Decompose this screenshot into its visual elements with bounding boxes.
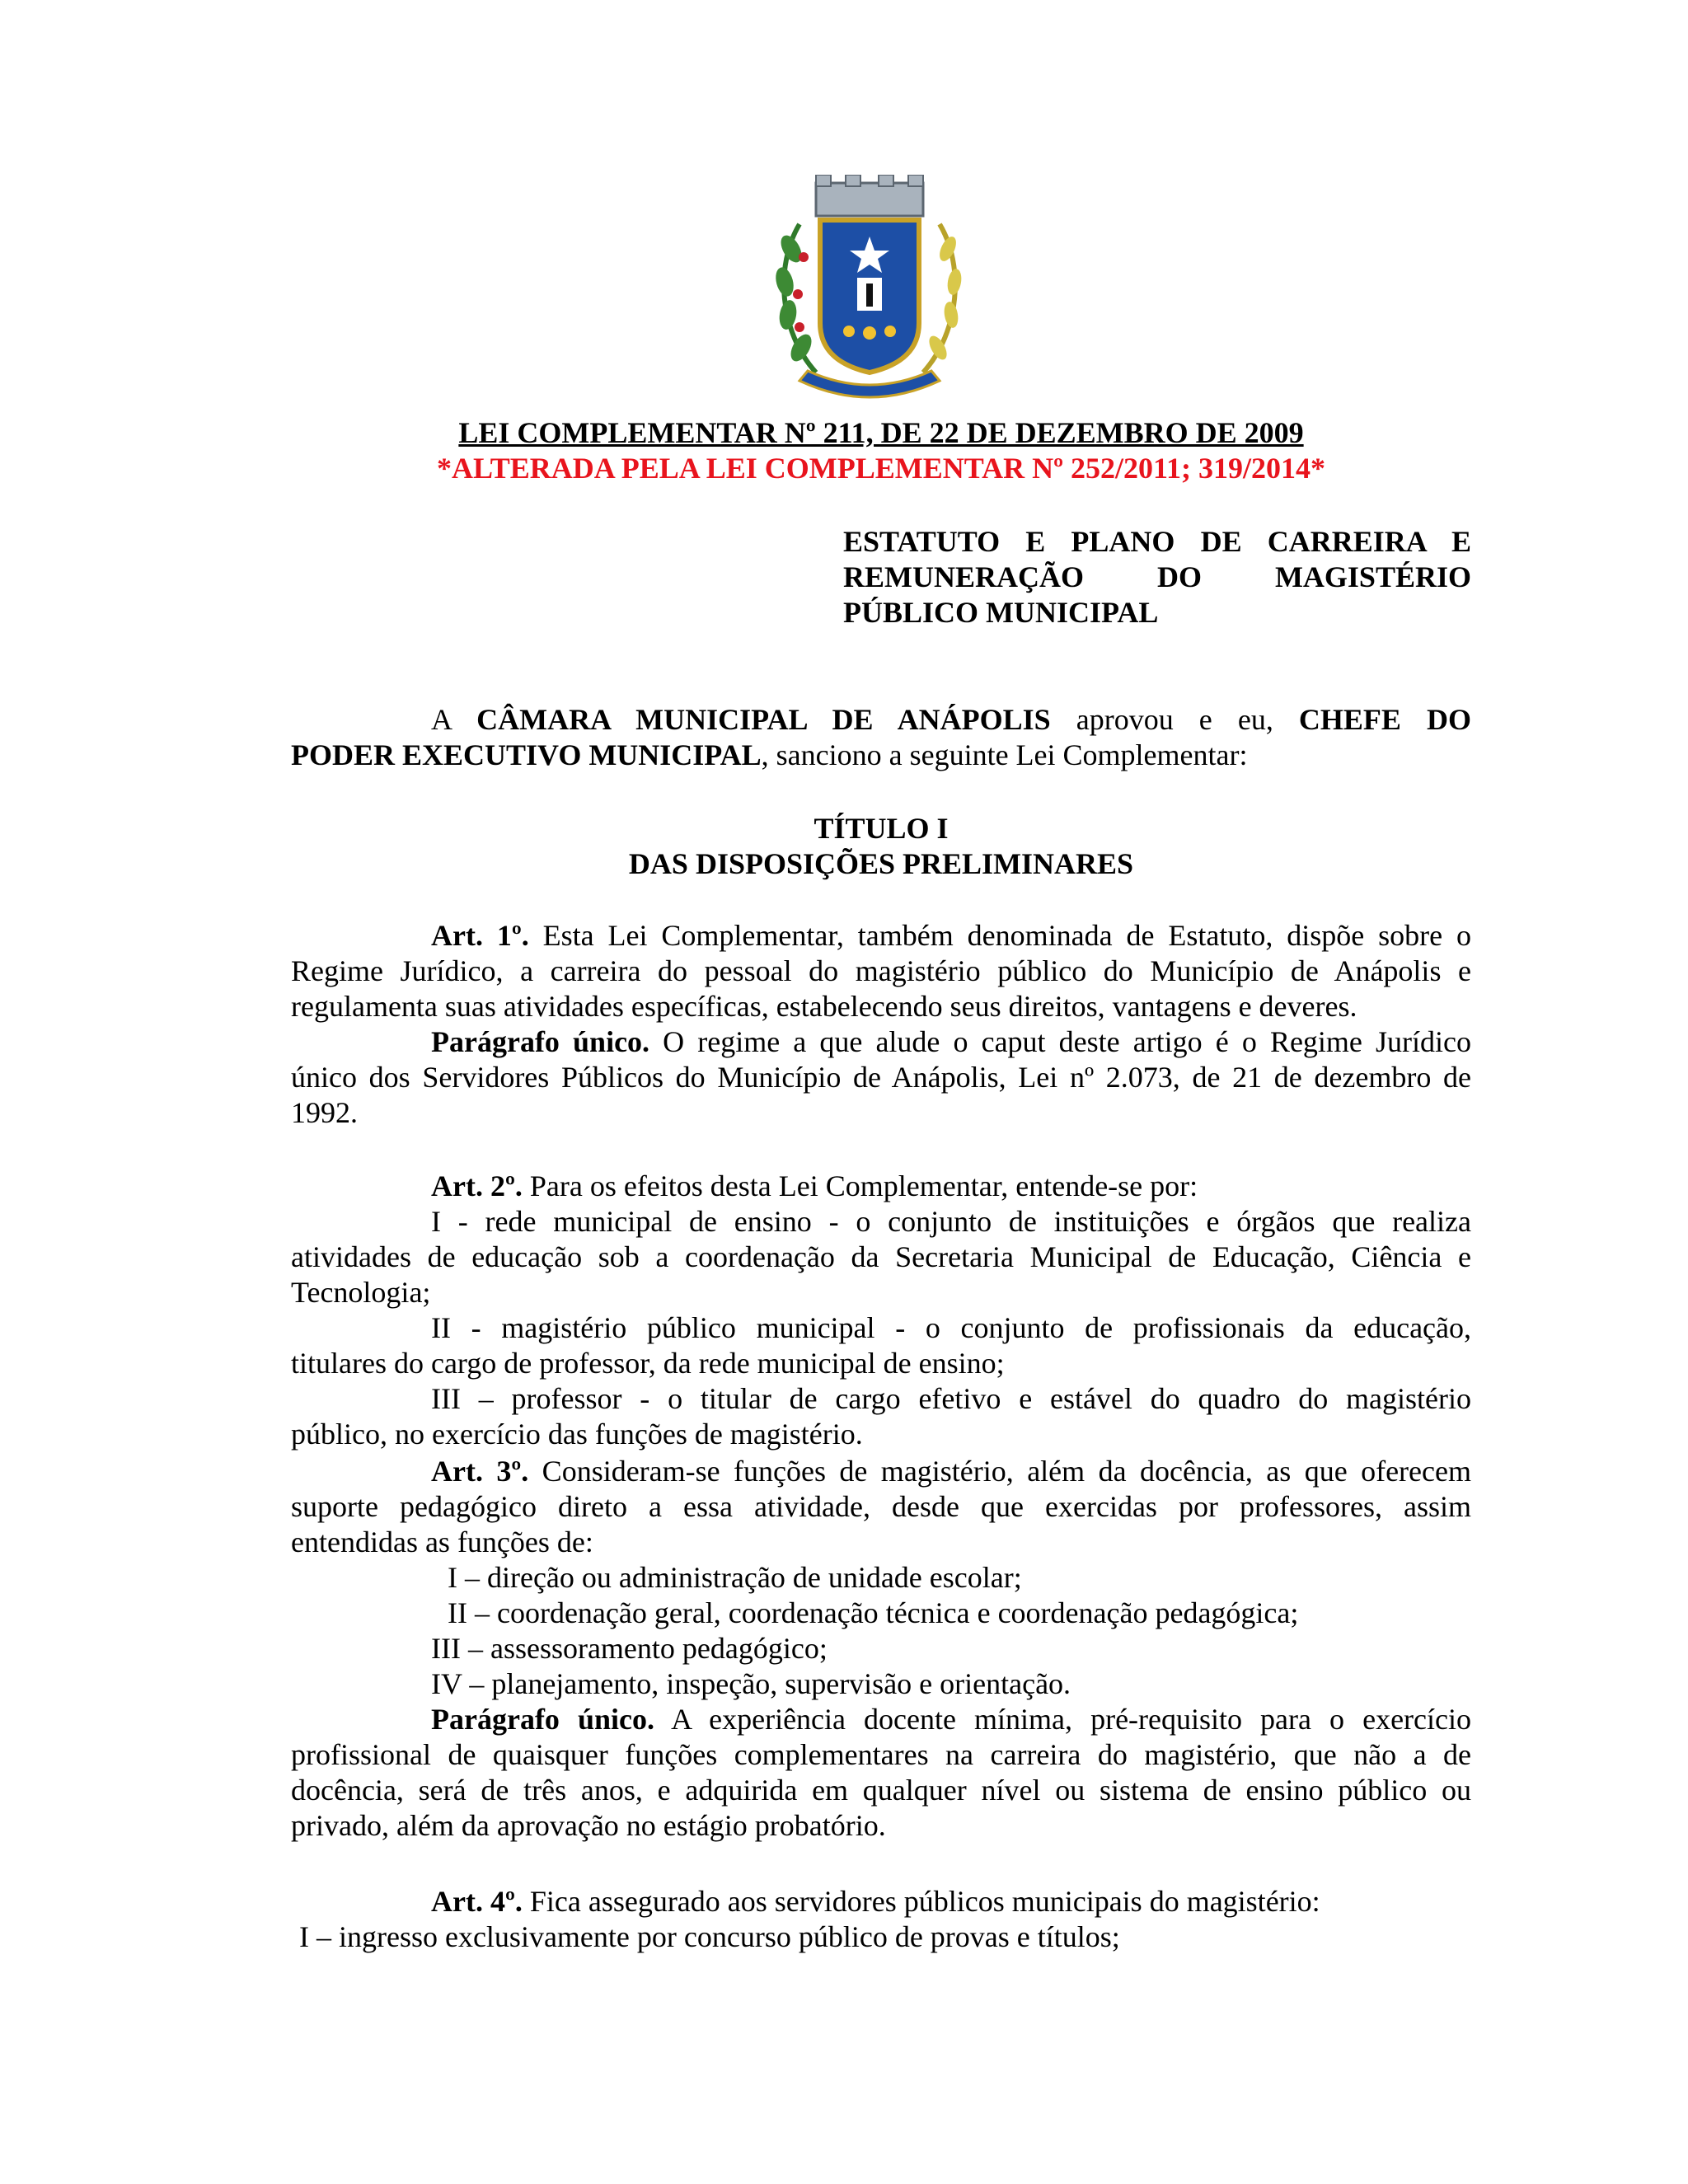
ementa-line: ESTATUTO E PLANO DE CARREIRA E bbox=[843, 525, 1471, 558]
ementa bbox=[843, 524, 1471, 630]
list-item: I – direção ou administração de unidade escolar; bbox=[448, 1561, 1022, 1594]
list-item: II – coordenação geral, coordenação técnica e coordenação pedagógica; bbox=[448, 1596, 1299, 1629]
article-1: Art. 1º. Esta Lei Complementar, também denominada de Estatuto, dispõe sobre o Regime Jurídico, a carreira do pessoal do magistério público do Município de Anápolis e regulamenta suas atividades específicas, estabelecendo seus direitos, vantagens e deveres. Parágrafo único. O regime a que alude o caput deste artigo é o Regime Jurídico único dos Servidores Públicos do Município de Anápolis, Lei nº 2.073, de 21 de dezembro de 1992. bbox=[291, 919, 1471, 1129]
list-item: IV – planejamento, inspeção, supervisão e orientação. bbox=[431, 1667, 1071, 1700]
ementa-line: PÚBLICO MUNICIPAL bbox=[843, 596, 1159, 629]
article-2: Art. 2º. Para os efeitos desta Lei Complementar, entende-se por: I - rede municipal de ensino - o conjunto de instituições e órgãos que realiza atividades de educação sob a coordenação da Secretaria Municipal de Educação, Ciência e Tecnologia; II - magistério público municipal - o conjunto de profissionais da educação, titulares do cargo de professor, da rede municipal de ensino; III – professor - o titular de cargo efetivo e estável do quadro do magistério público, no exercício das funções de magistério. bbox=[291, 1169, 1471, 1451]
coat-of-arms-logo bbox=[767, 175, 973, 414]
titulo-subheading: DAS DISPOSIÇÕES PRELIMINARES bbox=[628, 847, 1134, 880]
titulo-heading: TÍTULO I bbox=[814, 812, 949, 845]
article-3: Art. 3º. Consideram-se funções de magistério, além da docência, as que oferecem suporte pedagógico direto a essa atividade, desde que exercidas por professores, assim entendidas as funções de: I – direção ou administração de unidade escolar; II – coordenação geral, coordenação técnica e coordenação pedagógica; III – assessoramento pedagógico; IV – planejamento, inspeção, supervisão e orientação. Parágrafo único. A experiência docente mínima, pré-requisito para o exercício profissional de quaisquer funções complementares na carreira do magistério, que não a de docência, será de três anos, e adquirida em qualquer nível ou sistema de ensino público ou privado, além da aprovação no estágio probatório. bbox=[291, 1455, 1471, 1842]
list-item: III – assessoramento pedagógico; bbox=[431, 1632, 828, 1665]
amendment-note: *ALTERADA PELA LEI COMPLEMENTAR Nº 252/2011; 319/2014* bbox=[437, 452, 1325, 485]
law-title: LEI COMPLEMENTAR Nº 211, DE 22 DE DEZEMBRO DE 2009 bbox=[458, 416, 1304, 449]
ementa-line: REMUNERAÇÃO DO MAGISTÉRIO bbox=[843, 560, 1471, 593]
preamble: A CÂMARA MUNICIPAL DE ANÁPOLIS aprovou e eu, CHEFE DO PODER EXECUTIVO MUNICIPAL, sanciono a seguinte Lei Complementar: bbox=[291, 703, 1472, 771]
article-4: Art. 4º. Fica assegurado aos servidores públicos municipais do magistério: I – ingresso exclusivamente por concurso público de provas e títulos; bbox=[299, 1885, 1320, 1953]
